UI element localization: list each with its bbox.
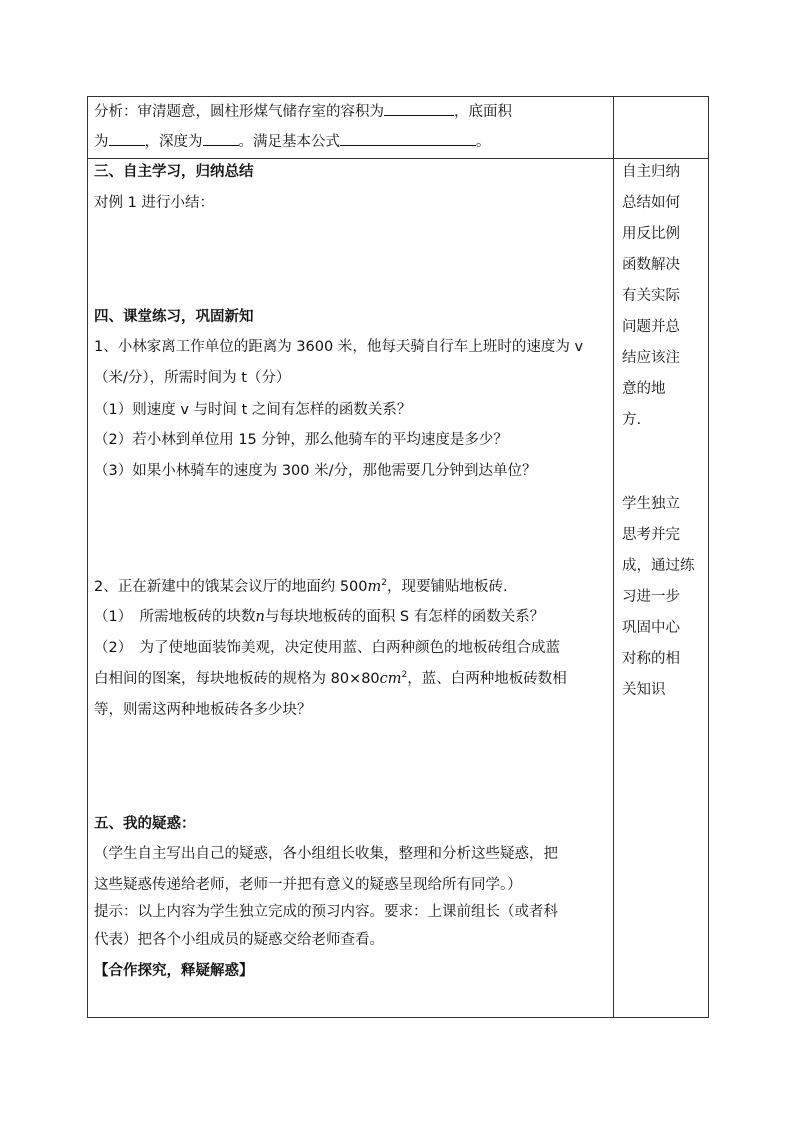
analysis-row	[88, 97, 709, 159]
analysis-text: 。满足基本公式	[238, 134, 340, 150]
note1-line: 有关实际	[622, 288, 680, 304]
analysis-line-2	[94, 131, 491, 151]
section5-line-3: 提示：以上内容为学生独立完成的预习内容。要求：上课前组长（或者科	[94, 904, 558, 920]
problem1-question-1: （1）则速度 v 与时间 t 之间有怎样的函数关系？	[94, 402, 412, 418]
problem1-question-2: （2）若小林到单位用 15 分钟，那么他骑车的平均速度是多少？	[94, 432, 508, 448]
analysis-line-1	[94, 101, 512, 121]
analysis-side-cell	[614, 97, 709, 159]
problem2-text: 与每块地板砖的面积 S 有怎样的函数关系？	[264, 609, 545, 625]
problem2-text: （1） 所需地板砖的块数	[94, 609, 256, 625]
area-unit: m	[367, 579, 382, 595]
note1-line: 问题并总	[622, 319, 680, 335]
analysis-text: 。	[476, 134, 491, 150]
section5-line-1: （学生自主写出自己的疑惑，各小组组长收集，整理和分析这些疑惑，把	[94, 846, 558, 862]
note1-line: 用反比例	[622, 226, 680, 242]
note1-line: 自主归纳	[622, 164, 680, 180]
note1-line: 总结如何	[622, 195, 680, 211]
note1-line: 方.	[622, 412, 642, 428]
section5-line-4: 代表）把各个小组成员的疑惑交给老师查看。	[94, 932, 384, 948]
note2-line: 学生独立	[622, 496, 680, 512]
analysis-cell	[88, 97, 614, 159]
variable-n: n	[255, 609, 265, 625]
cooperative-inquiry-heading: 【合作探究，释疑解惑】	[94, 963, 254, 979]
analysis-text: ，深度为	[144, 134, 203, 150]
problem2-question-2-line-3: 等，则需这两种地板砖各多少块？	[94, 702, 312, 718]
section5-heading: 五、我的疑惑：	[94, 816, 196, 832]
tile-unit: cm	[379, 671, 402, 687]
lesson-table	[87, 96, 709, 1018]
problem2-text: 2、正在新建中的饿某会议厅的地面约 500	[94, 579, 368, 595]
problem1-line-1: 1、小林家离工作单位的距离为 3600 米，他每天骑自行车上班时的速度为 v	[94, 339, 584, 355]
analysis-text: 为	[94, 134, 109, 150]
problem1-question-3: （3）如果小林骑车的速度为 300 米/分，那他需要几分钟到达单位？	[94, 463, 537, 479]
note2-line: 对称的相	[622, 651, 680, 667]
content-row	[88, 159, 709, 1018]
depth-blank	[203, 131, 239, 146]
analysis-text: ，底面积	[454, 104, 512, 120]
note2-line: 习进一步	[622, 589, 680, 605]
note2-line: 思考并完	[622, 527, 680, 543]
section5-line-2: 这些疑惑传递给老师，老师一并把有意义的疑惑呈现给所有同学。）	[94, 877, 522, 893]
analysis-text: 分析：审清题意，圆柱形煤气储存室的容积为	[94, 104, 384, 120]
teaching-notes-cell	[614, 159, 709, 1018]
content-cell	[88, 159, 614, 1018]
problem1-line-2: （米/分），所需时间为 t（分）	[94, 370, 291, 386]
problem2-text: ，现要铺贴地板砖.	[387, 579, 508, 595]
formula-blank	[340, 131, 476, 146]
volume-blank	[384, 101, 454, 116]
problem2-question-2-line-1: （2） 为了使地面装饰美观，决定使用蓝、白两种颜色的地板砖组合成蓝	[94, 640, 560, 656]
note1-line: 函数解决	[622, 257, 680, 273]
note1-line: 结应该注	[622, 350, 680, 366]
note1-line: 意的地	[622, 381, 666, 397]
section4-heading: 四、课堂练习，巩固新知	[94, 309, 254, 325]
problem2-question-1	[94, 608, 544, 626]
tile-exponent: 2	[401, 670, 408, 681]
base-area-blank	[109, 131, 145, 146]
section3-heading: 三、自主学习，归纳总结	[94, 164, 254, 180]
note2-line: 关知识	[622, 682, 666, 698]
problem2-line-1	[94, 578, 508, 596]
section3-summary-line: 对例 1 进行小结：	[94, 195, 214, 211]
area-exponent: 2	[381, 578, 387, 589]
problem2-text: ，蓝、白两种地板砖数相	[407, 671, 567, 687]
note2-line: 巩固中心	[622, 620, 680, 636]
note2-line: 成，通过练	[622, 558, 695, 574]
problem2-question-2-line-2	[94, 670, 567, 688]
problem2-text: 白相间的图案，每块地板砖的规格为 80×80	[94, 671, 380, 687]
